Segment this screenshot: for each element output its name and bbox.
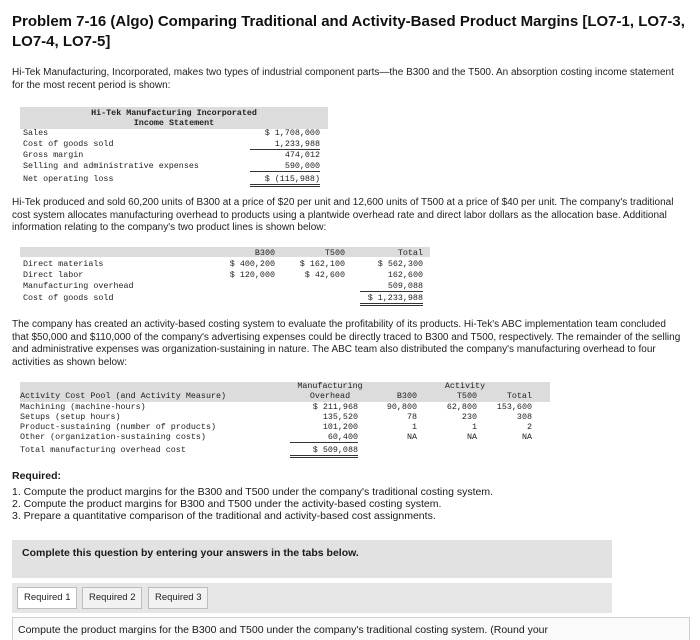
page-title: Problem 7-16 (Algo) Comparing Traditional and Activity-Based Product Margins [LO7-1, LO7-3, LO7-4, LO7-5] bbox=[12, 13, 685, 50]
pt-label-dl: Direct labor bbox=[23, 270, 84, 280]
at-total-machining: 153,600 bbox=[496, 402, 532, 412]
at-total-product-sustaining: 2 bbox=[526, 422, 532, 432]
income-statement bbox=[20, 107, 328, 189]
pt-dm-b300: $ 400,200 bbox=[229, 259, 275, 269]
income-statement-heading: Income Statement bbox=[133, 118, 215, 128]
activity-cost-table bbox=[20, 380, 550, 460]
answer-instructions: Compute the product margins for the B300 and T500 under the company's traditional costing system. (Round your bbox=[18, 624, 549, 636]
income-statement-company: Hi-Tek Manufacturing Incorporated bbox=[91, 108, 257, 118]
at-head-b300: B300 bbox=[396, 391, 417, 401]
is-label-sga: Selling and administrative expenses bbox=[23, 161, 199, 171]
pt-head-total: Total bbox=[397, 248, 423, 258]
at-t500-other: NA bbox=[466, 432, 477, 442]
is-value-gross-margin: 474,012 bbox=[284, 150, 320, 160]
intro-paragraph: Hi-Tek Manufacturing, Incorporated, makes two types of industrial component parts—the B300 and the T500. An absorption costing income statement for the most recent period is shown: bbox=[12, 67, 674, 91]
required-item-3: 3. Prepare a quantitative comparison of the traditional and activity-based cost assignments. bbox=[12, 510, 436, 522]
instructions-text: Complete this question by entering your answers in the tabs below. bbox=[22, 547, 359, 559]
is-label-gross-margin: Gross margin bbox=[23, 150, 84, 160]
at-label-machining: Machining (machine-hours) bbox=[20, 402, 146, 412]
pt-cogs-total: $ 1,233,988 bbox=[360, 293, 423, 306]
tab-required-3[interactable]: Required 3 bbox=[148, 587, 208, 609]
at-b300-setups: 78 bbox=[406, 412, 417, 422]
is-value-cogs: 1,233,988 bbox=[250, 139, 320, 150]
required-item-1: 1. Compute the product margins for the B300 and T500 under the company's traditional costing system. bbox=[12, 486, 493, 498]
at-t500-setups: 230 bbox=[461, 412, 477, 422]
tab-required-1[interactable]: Required 1 bbox=[17, 587, 77, 609]
is-value-net-loss: $ (115,988) bbox=[250, 174, 320, 187]
pt-head-b300: B300 bbox=[254, 248, 275, 258]
at-b300-other: NA bbox=[406, 432, 417, 442]
pt-label-dm: Direct materials bbox=[23, 259, 104, 269]
at-label-setups: Setups (setup hours) bbox=[20, 412, 121, 422]
at-label-product-sustaining: Product-sustaining (number of products) bbox=[20, 422, 217, 432]
at-total-setups: 308 bbox=[516, 412, 532, 422]
at-head-pool: Activity Cost Pool (and Activity Measure) bbox=[20, 391, 227, 401]
at-label-other: Other (organization-sustaining costs) bbox=[20, 432, 206, 442]
at-mo-total: $ 509,088 bbox=[290, 445, 358, 458]
tab-required-2[interactable]: Required 2 bbox=[82, 587, 142, 609]
abc-paragraph: The company has created an activity-based costing system to evaluate the profitability of its products. Hi-Tek's ABC implementation team concluded that $50,000 and $110,000 of the company's advertising expenses could be directly traced to B300 and T500, respectively. The remainder of the selling and administrative expenses was organization-sustaining in nature. The ABC team also distributed the company's manufacturing overhead to four activities as shown below: bbox=[12, 319, 681, 368]
is-label-cogs: Cost of goods sold bbox=[23, 139, 114, 149]
pt-label-mo: Manufacturing overhead bbox=[23, 281, 134, 291]
product-cost-table bbox=[20, 247, 430, 307]
is-value-sga: 590,000 bbox=[250, 161, 320, 172]
at-mo-setups: 135,520 bbox=[322, 412, 358, 422]
at-total-other: NA bbox=[521, 432, 532, 442]
is-label-net-loss: Net operating loss bbox=[23, 174, 114, 184]
pt-dl-t500: $ 42,600 bbox=[304, 270, 345, 280]
at-mo-other: 60,400 bbox=[290, 432, 358, 443]
required-heading: Required: bbox=[12, 470, 62, 482]
is-label-sales: Sales bbox=[23, 128, 49, 138]
at-head-mo1: Manufacturing bbox=[297, 381, 363, 391]
at-b300-machining: 90,800 bbox=[386, 402, 417, 412]
pt-dl-total: 162,600 bbox=[387, 270, 423, 280]
at-head-total: Total bbox=[506, 391, 532, 401]
pt-mo-total: 509,088 bbox=[360, 281, 423, 292]
at-mo-machining: $ 211,968 bbox=[312, 402, 358, 412]
pt-dm-t500: $ 162,100 bbox=[299, 259, 345, 269]
at-t500-product-sustaining: 1 bbox=[471, 422, 477, 432]
pt-head-t500: T500 bbox=[324, 248, 345, 258]
at-label-total-mo: Total manufacturing overhead cost bbox=[20, 445, 186, 455]
required-item-2: 2. Compute the product margins for B300 and T500 under the activity-based costing system. bbox=[12, 498, 442, 510]
instructions-banner bbox=[12, 540, 612, 578]
pt-dm-total: $ 562,300 bbox=[377, 259, 423, 269]
at-b300-product-sustaining: 1 bbox=[411, 422, 417, 432]
at-head-t500: T500 bbox=[456, 391, 477, 401]
product-info-paragraph: Hi-Tek produced and sold 60,200 units of B300 at a price of $20 per unit and 12,600 units of T500 at a price of $40 per unit. The company's traditional cost system allocates manufacturing overhead to products using a plantwide overhead rate and direct labor dollars as the allocation base. Additional information relating to the company's two product lines is shown below: bbox=[12, 197, 674, 233]
at-head-activity: Activity bbox=[444, 381, 486, 391]
at-t500-machining: 62,800 bbox=[446, 402, 477, 412]
pt-label-cogs: Cost of goods sold bbox=[23, 293, 114, 303]
is-value-sales: $ 1,708,000 bbox=[264, 128, 320, 138]
at-head-mo2: Overhead bbox=[309, 391, 351, 401]
at-mo-product-sustaining: 101,200 bbox=[322, 422, 358, 432]
pt-dl-b300: $ 120,000 bbox=[229, 270, 275, 280]
